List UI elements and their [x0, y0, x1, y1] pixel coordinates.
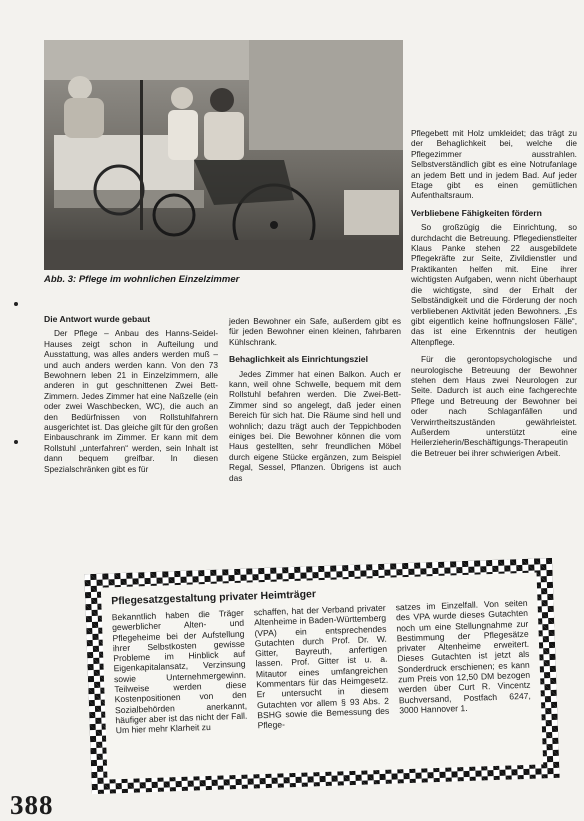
- info-box-columns: [112, 598, 532, 736]
- paragraph: Pflegebett mit Holz umkleidet; das trägt zu der Behaglichkeit bei, welche die Pflegezimmer ausstrahlen. Selbstverständlich gibt es eine Notrufanlage an jedem Bett und in jedem Bad. Auf jeder Etage gibt es einen gemütlichen Aufenthaltsraum.: [411, 128, 577, 201]
- info-box-column-1: Bekanntlich haben die Träger gewerblicher Alten- und Pflegeheime bei der Aufstellung ihrer Selbstkosten gewisse Probleme im Hinblick auf Eigenkapitalansatz, Verzinsung sowie Unternehmergewinn. Teilweise werden diese Kostenpositionen von den Sozialbehörden anerkannt, häufiger aber ist das nicht der Fall. Um hier mehr Klarheit zu: [111, 607, 248, 736]
- margin-mark: [14, 302, 18, 306]
- article-column-3: [411, 128, 577, 465]
- paragraph: Der Pflege – Anbau des Hanns-Seidel-Hauses zeigt schon in Aufteilung und Ausstattung, was alles anders werden muß – und auch anders werden kann. Von den 73 Bewohnern leben 21 in Einzelzimmern, alle anderen in gut geschnittenen Zwei Bett-Zimmern. Jedes Zimmer hat eine Naßzelle (ein oder zwei Waschbecken, WC), die auch an den Bedürfnissen von Rollstuhlfahrern ausgerichtet ist. Das gleiche gilt für den großen Einbauschrank im Zimmer. Er kann mit dem Rollstuhl „unterfahren“ werden, sein Inhalt ist dann bequem greifbar. In diesen Spezialschränken gibt es für: [44, 328, 218, 474]
- info-box-checkered-frame: [84, 558, 559, 794]
- info-box-column-3: satzes im Einzelfall. Von seiten des VPA wurde dieses Gutachten noch um eine Stellungnahme zur Bestimmung der Pflegesätze privater Altenheime erweitert. Dieses Gutachten ist jetzt als Sonderdruck erschienen; es kann zum Preis von 12,50 DM bezogen werden über Curt R. Vincentz Buchversand, Postfach 6247, 3000 Hannover 1.: [395, 597, 531, 716]
- article-column-1: [44, 314, 218, 481]
- section-heading: Behaglichkeit als Einrichtungsziel: [229, 354, 368, 365]
- photo-image: [44, 40, 403, 270]
- article-column-2: [229, 316, 401, 490]
- paragraph: jeden Bewohner ein Safe, außerdem gibt es für jeden Bewohner einen kleinen, fahrbaren Kühlschrank.: [229, 316, 401, 347]
- info-box-column-2: schaffen, hat der Verband privater Altenheime in Baden-Württemberg (VPA) ein entsprechendes Gutachten durch Prof. Dr. W. Gitter, Bayreuth, anfertigen lassen. Prof. Gitter ist u. a. Mitautor eines umfangreichen Kommentars für das Heimgesetz. Er untersucht in diesem Gutachten vor allem § 93 Abs. 2 BSHG sowie die Bemessung des Pflege-: [253, 602, 390, 731]
- photo-caption: Abb. 3: Pflege im wohnlichen Einzelzimmer: [44, 274, 240, 285]
- photo-nursing-room: [44, 40, 403, 270]
- section-heading: Verbliebene Fähigkeiten fördern: [411, 207, 542, 218]
- paragraph: So großzügig die Einrichtung, so durchdacht die Betreuung. Pflegedienstleiter Klaus Panke stehen 22 ausgebildete Pflegekräfte zur Seite, Zivildienstler und Praktikanten helfen mit. Eine ihrer wichtigsten Aufgaben, wenn nicht überhaupt die wichtigste, sind der Erhalt der Selbständigkeit und die Förderung der noch verbliebenen Aktivität jeden Bewohners. „Es gibt eigentlich keine hoffnungslosen Fälle“, das ist eine Erkenntnis der heutigen Altenpflege.: [411, 222, 577, 347]
- section-heading: Die Antwort wurde gebaut: [44, 314, 151, 324]
- paragraph: Jedes Zimmer hat einen Balkon. Auch er kann, weil ohne Schwelle, bequem mit dem Rollstuhl befahren werden. Die Zwei-Bett-Zimmer sind so angelegt, daß jeder einen Bereich für sich hat. Die Räume sind hell und wohnlich; dazu trägt auch der Teppichboden einiges bei. Die Bewohner können die vom Haus gestellten, sehr freundlichen Möbel durch eigene Stücke ergänzen, zum Beispiel Regal, Sessel, Pflanzen. Übrigens ist auch das: [229, 368, 401, 483]
- page-number: 388: [10, 790, 54, 820]
- info-box: [101, 572, 543, 779]
- info-box-title: Pflegesatzgestaltung privater Heimträger: [111, 588, 317, 608]
- paragraph: Für die gerontopsychologische und neurologische Betreuung der Bewohner stehen dem Haus zwei Neurologen zur Seite. Dadurch ist auch eine fachgerechte Pflege und Betreuung der Bewohner bei oder nach Schlaganfällen und Verwirrtheitszuständen gewährleistet. Außerdem unterstützt eine Heilerzieherin/Beschäftigungs-Therapeutin die Betreuer bei ihrer schwierigen Arbeit.: [411, 354, 577, 458]
- margin-mark: [14, 440, 18, 444]
